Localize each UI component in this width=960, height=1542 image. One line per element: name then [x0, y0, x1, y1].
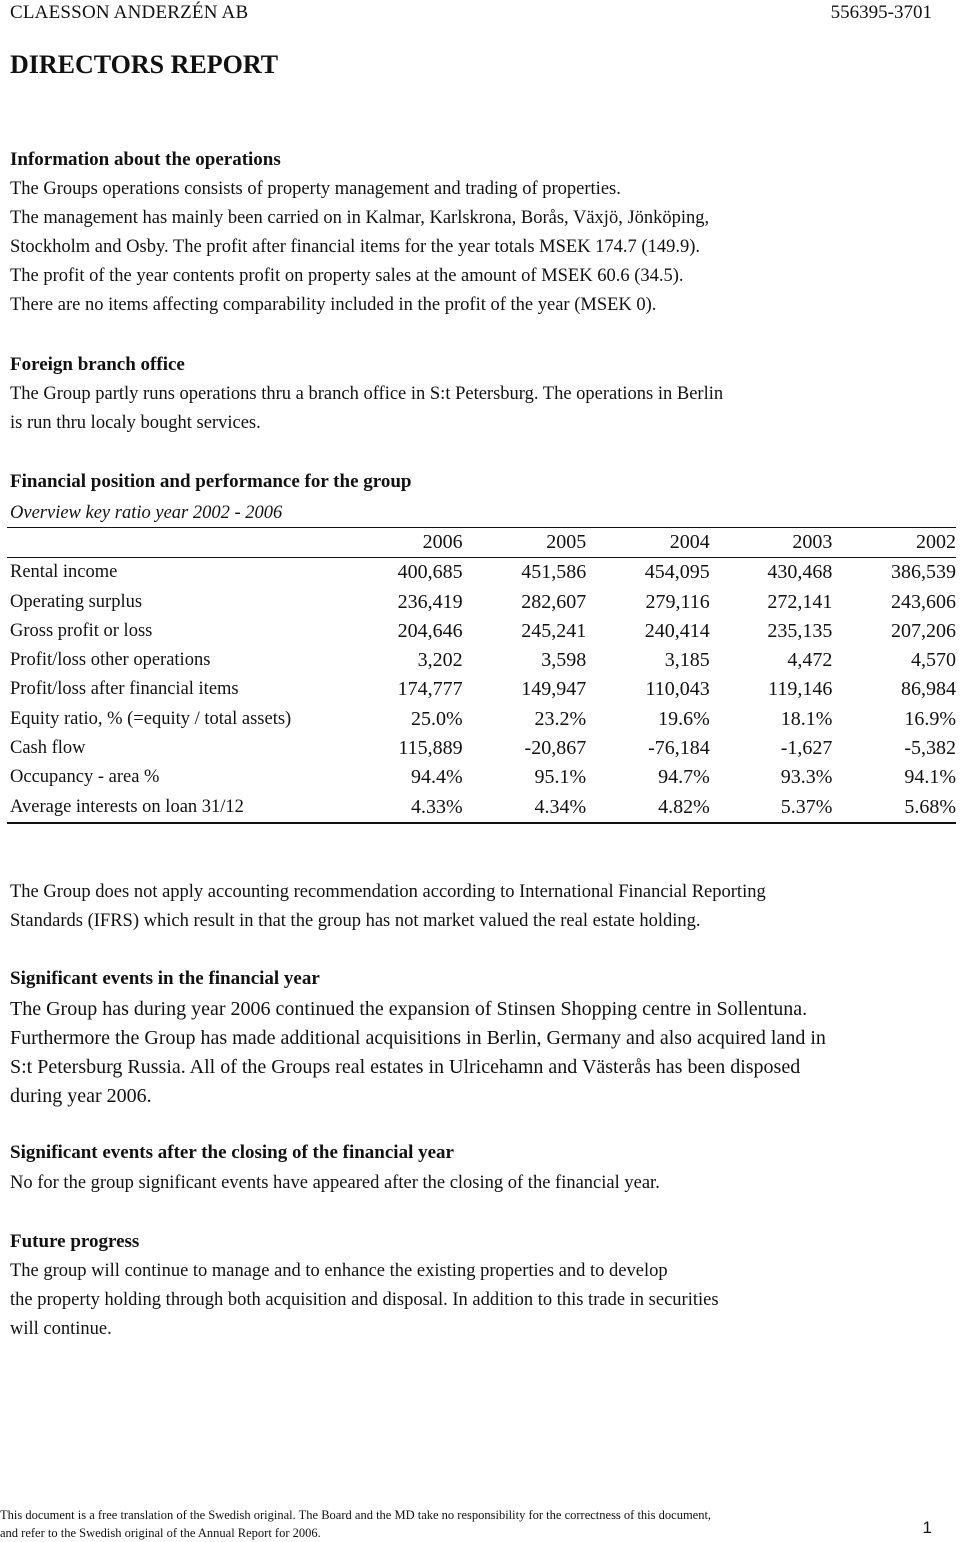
table-cell: 207,206	[891, 619, 956, 642]
text-line: Furthermore the Group has made additional acquisitions in Berlin, Germany and also acquired land in	[10, 1027, 826, 1049]
text-line: There are no items affecting comparability included in the profit of the year (MSEK 0).	[10, 295, 657, 315]
column-header: 2003	[792, 531, 833, 553]
table-cell: 454,095	[644, 561, 710, 584]
table-cell: 4,570	[911, 649, 956, 672]
table-cell: 386,539	[891, 561, 956, 584]
footer-line: This document is a free translation of the Swedish original. The Board and the MD take no responsibility for the correctness of this document,	[0, 1508, 712, 1522]
table-cell: 4.82%	[658, 795, 710, 818]
table-cell: 16.9%	[904, 707, 956, 730]
text-line: S:t Petersburg Russia. All of the Groups real estates in Ulricehamn and Västerås has been disposed	[10, 1056, 801, 1078]
section-heading-after-closing: Significant events after the closing of the financial year	[10, 1142, 454, 1163]
table-cell: 19.6%	[658, 707, 710, 730]
text-line: The Group partly runs operations thru a branch office in S:t Petersburg. The operations in Berlin	[10, 384, 724, 404]
branch-paragraph	[10, 380, 723, 438]
future-progress-paragraph	[10, 1257, 719, 1344]
table-cell: 23.2%	[534, 707, 587, 730]
row-label: Equity ratio, % (=equity / total assets)	[10, 708, 292, 729]
row-label: Profit/loss other operations	[10, 650, 211, 671]
table-cell: 115,889	[398, 737, 463, 760]
after-closing-paragraph	[10, 1169, 660, 1198]
table-cell: 204,646	[397, 619, 463, 642]
text-line: The Group has during year 2006 continued the expansion of Stinsen Shopping centre in Sollentuna.	[10, 998, 808, 1020]
table-cell: 5.68%	[904, 795, 956, 818]
section-heading-operations: Information about the operations	[10, 149, 281, 170]
text-line: The Group does not apply accounting recommendation according to International Financial Reporting	[10, 882, 766, 902]
text-line: The Groups operations consists of property management and trading of properties.	[10, 179, 621, 199]
company-name: CLAESSON ANDERZÉN AB	[10, 2, 249, 23]
org-number: 556395-3701	[830, 2, 932, 23]
table-cell: 235,135	[767, 619, 833, 642]
label-column-header	[7, 528, 349, 558]
table-row	[7, 793, 956, 823]
table-cell: -76,184	[648, 737, 710, 760]
table-cell: 119,146	[768, 678, 833, 701]
key-ratio-subtitle: Overview key ratio year 2002 - 2006	[10, 503, 283, 523]
table-cell: 451,586	[521, 561, 587, 584]
table-cell: 430,468	[767, 561, 833, 584]
table-cell: 400,685	[397, 561, 463, 584]
text-line: No for the group significant events have appeared after the closing of the financial year.	[10, 1173, 660, 1193]
text-line: The group will continue to manage and to enhance the existing properties and to develop	[10, 1261, 668, 1281]
table-cell: 4.33%	[410, 795, 463, 818]
table-cell: 4,472	[787, 649, 833, 672]
column-header: 2004	[669, 531, 710, 553]
table-cell: -1,627	[780, 737, 833, 760]
table-cell: 94.1%	[904, 766, 956, 789]
table-cell: 240,414	[644, 619, 710, 642]
text-line: Standards (IFRS) which result in that the group has not market valued the real estate holding.	[10, 911, 701, 931]
column-header: 2006	[422, 531, 463, 553]
row-label: Gross profit or loss	[10, 620, 153, 641]
table-cell: 86,984	[901, 678, 956, 701]
table-cell: 94.7%	[658, 766, 710, 789]
table-cell: 93.3%	[780, 766, 833, 789]
document-title: DIRECTORS REPORT	[10, 50, 279, 79]
footer-disclaimer	[0, 1506, 711, 1542]
table-cell: 110,043	[645, 678, 710, 701]
table-header-row	[7, 528, 956, 558]
text-line: is run thru localy bought services.	[10, 413, 261, 433]
table-cell: 3,202	[417, 649, 463, 672]
table-row	[7, 734, 956, 763]
table-cell: 25.0%	[410, 707, 463, 730]
footer-line: and refer to the Swedish original of the Annual Report for 2006.	[0, 1526, 321, 1540]
table-cell: 5.37%	[780, 795, 833, 818]
table-cell: 282,607	[521, 590, 587, 613]
table-cell: 3,185	[664, 649, 710, 672]
table-row	[7, 558, 956, 588]
table-cell: 149,947	[521, 678, 587, 701]
table-cell: 3,598	[541, 649, 587, 672]
table-row	[7, 763, 956, 792]
table-row	[7, 675, 956, 704]
column-header: 2005	[546, 531, 587, 553]
text-line: Stockholm and Osby. The profit after financial items for the year totals MSEK 174.7 (149.9).	[10, 237, 701, 257]
table-cell: -5,382	[904, 737, 956, 760]
section-heading-significant-events: Significant events in the financial year	[10, 968, 320, 989]
row-label: Occupancy - area %	[10, 767, 160, 788]
page-number: 1	[922, 1518, 932, 1537]
row-label: Profit/loss after financial items	[10, 679, 239, 700]
table-cell: -20,867	[524, 737, 587, 760]
key-ratio-table	[7, 527, 956, 824]
table-cell: 279,116	[645, 590, 710, 613]
ifrs-paragraph	[10, 878, 766, 936]
text-line: The profit of the year contents profit on property sales at the amount of MSEK 60.6 (34.5).	[10, 266, 684, 286]
row-label: Rental income	[10, 562, 118, 583]
text-line: The management has mainly been carried on in Kalmar, Karlskrona, Borås, Växjö, Jönköping,	[10, 208, 710, 228]
table-cell: 18.1%	[780, 707, 833, 730]
table-row	[7, 617, 956, 646]
table-cell: 245,241	[521, 619, 587, 642]
text-line: during year 2006.	[10, 1085, 152, 1107]
table-cell: 95.1%	[534, 766, 587, 789]
row-label: Average interests on loan 31/12	[10, 796, 244, 817]
table-row	[7, 646, 956, 675]
table-cell: 4.34%	[534, 795, 587, 818]
significant-events-paragraph	[10, 995, 826, 1111]
text-line: will continue.	[10, 1319, 112, 1339]
section-heading-branch: Foreign branch office	[10, 354, 185, 375]
row-label: Operating surplus	[10, 591, 143, 612]
table-cell: 174,777	[397, 678, 463, 701]
operations-paragraph	[10, 175, 709, 320]
section-heading-financial: Financial position and performance for the group	[10, 471, 412, 492]
table-cell: 236,419	[397, 590, 463, 613]
row-label: Cash flow	[10, 738, 86, 759]
table-row	[7, 705, 956, 734]
table-cell: 94.4%	[410, 766, 463, 789]
table-cell: 243,606	[891, 590, 956, 613]
column-header: 2002	[916, 531, 956, 553]
table-cell: 272,141	[767, 590, 833, 613]
text-line: the property holding through both acquisition and disposal. In addition to this trade in securities	[10, 1290, 719, 1310]
table-row	[7, 588, 956, 617]
section-heading-future-progress: Future progress	[10, 1231, 140, 1252]
